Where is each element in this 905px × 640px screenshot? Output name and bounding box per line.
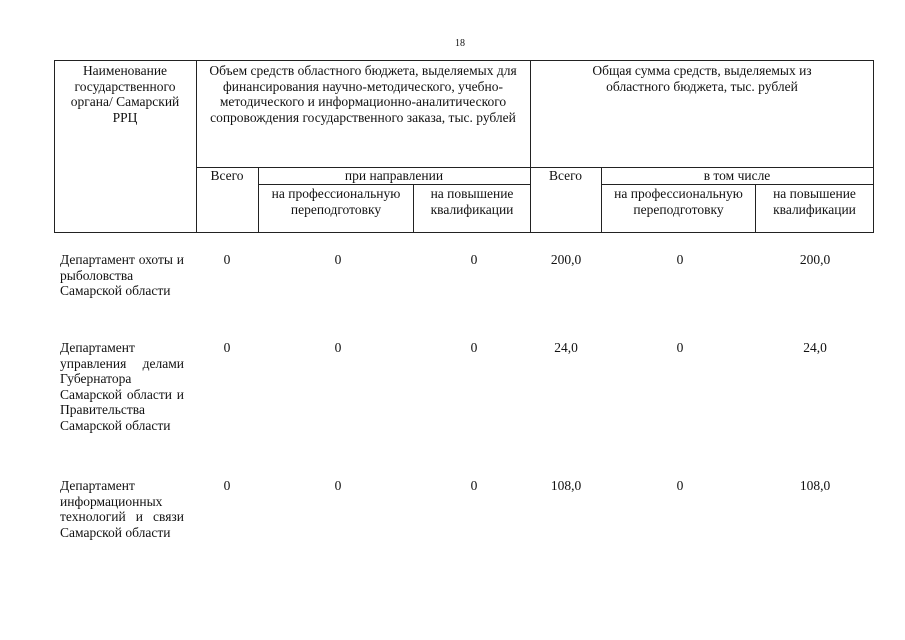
header-group1-title: Объем средств областного бюджета, выделяемых для финансирования научно-методического, учебно-методического и информационно-аналитического сопровождения государственного заказа, тыс. рублей (209, 63, 517, 125)
row-value: 24,0 (803, 340, 827, 355)
page-number: 18 (455, 38, 465, 49)
row-value: 0 (676, 478, 684, 493)
header-retraining-2: на профессиональную переподготовку (614, 186, 743, 217)
header-qualification-2: на повышение квалификации (773, 186, 856, 217)
header-total-2: Всего (548, 168, 583, 183)
row-value: 0 (470, 340, 478, 355)
header-retraining-1: на профессиональную переподготовку (271, 186, 401, 217)
row-value: 0 (223, 478, 231, 493)
row-value: 0 (676, 252, 684, 267)
header-qualification-1: на повышение квалификации (430, 186, 514, 217)
row-value: 200,0 (799, 252, 831, 267)
header-total-1: Всего (210, 168, 244, 183)
row-name: Департамент информационных технологий и связи Самарской области (60, 478, 184, 540)
row-value: 24,0 (554, 340, 578, 355)
row-value: 0 (223, 252, 231, 267)
row-name: Департамент охоты и рыболовства Самарской области (60, 252, 184, 298)
row-value: 108,0 (550, 478, 582, 493)
row-value: 108,0 (799, 478, 831, 493)
row-value: 0 (334, 252, 342, 267)
header-by-direction: при направлении (344, 168, 444, 183)
header-name: Наименование государственного органа/ Самарский РРЦ (70, 63, 180, 125)
row-value: 0 (470, 252, 478, 267)
header-group2-title: Общая сумма средств, выделяемых из областного бюджета, тыс. рублей (592, 63, 812, 94)
row-value: 0 (334, 340, 342, 355)
row-name: Департамент управления делами Губернатора Самарской области и Правительства Самарской области (60, 340, 184, 433)
header-including: в том числе (703, 168, 771, 183)
row-value: 0 (334, 478, 342, 493)
row-value: 0 (470, 478, 478, 493)
row-value: 200,0 (550, 252, 582, 267)
row-value: 0 (223, 340, 231, 355)
row-value: 0 (676, 340, 684, 355)
